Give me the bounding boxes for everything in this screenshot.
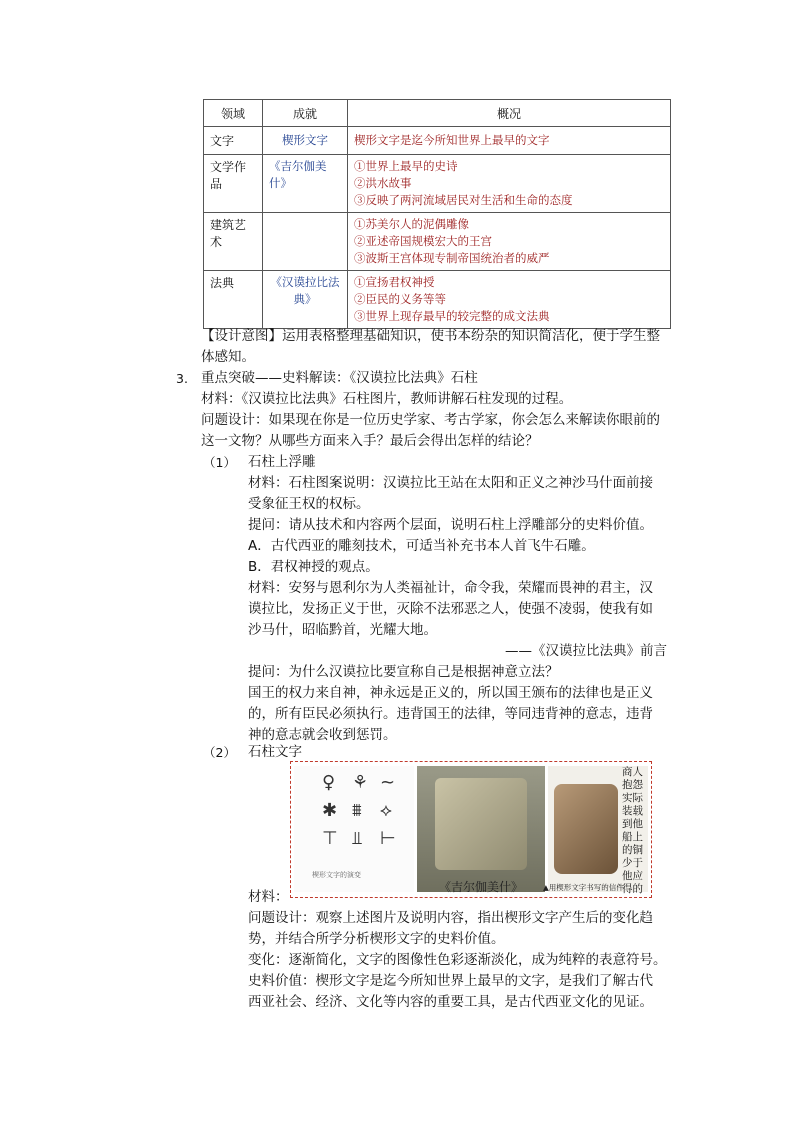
cuneiform-letter-image xyxy=(548,766,648,895)
section-number: 3. xyxy=(176,371,188,386)
pictograph-icon: ⚘ xyxy=(352,772,369,793)
cell-field: 法典 xyxy=(204,271,263,329)
section-title: 重点突破——史料解读：《汉谟拉比法典》石柱 xyxy=(201,370,478,386)
overview-line: ③世界上现存最早的较完整的成文法典 xyxy=(354,309,550,323)
paragraph: 材料： xyxy=(248,889,289,905)
image-caption: 楔形文字的演变 xyxy=(312,871,361,879)
subsection-title: 石柱上浮雕 xyxy=(248,454,316,470)
cell-overview xyxy=(348,271,671,329)
paragraph: 史料价值：楔形文字是迄今所知世界上最早的文字，是我们了解古代 xyxy=(248,973,653,989)
overview-line: 楔形文字是迄今所知世界上最早的文字 xyxy=(354,133,550,147)
table-row xyxy=(204,127,671,155)
cell-field: 文学作品 xyxy=(204,155,263,213)
paragraph: A．古代西亚的雕刻技术，可适当补充书本人首飞牛石雕。 xyxy=(248,538,595,554)
side-note: 商人抱怨实际装载到他船上的铜少于他应得的 xyxy=(622,766,643,895)
design-intent-cont: 体感知。 xyxy=(201,349,255,365)
paragraph: 材料：石柱图案说明：汉谟拉比王站在太阳和正义之神沙马什面前接 xyxy=(248,475,653,491)
paragraph: 这一文物？从哪些方面来入手？最后会得出怎样的结论？ xyxy=(201,433,539,449)
cell-field: 建筑艺术 xyxy=(204,213,263,271)
overview-line: ②亚述帝国规模宏大的王宫 xyxy=(354,234,492,248)
gilgamesh-tablet-image xyxy=(417,766,545,892)
cuneiform-icon: ⊤ xyxy=(322,828,338,849)
cuneiform-icon: ⩩ xyxy=(352,800,362,821)
cell-achievement: 楔形文字 xyxy=(263,127,348,155)
clay-tablet-shape xyxy=(435,778,527,870)
subsection-title: 石柱文字 xyxy=(248,744,302,760)
paragraph: 谟拉比，发扬正义于世，灭除不法邪恶之人，使强不凌弱，使我有如 xyxy=(248,601,653,617)
paragraph: 材料：《汉谟拉比法典》石柱图片，教师讲解石柱发现的过程。 xyxy=(201,391,573,407)
paragraph: 的，所有臣民必须执行。违背国王的法律，等同违背神的意志，违背 xyxy=(248,706,653,722)
paragraph: 提问：为什么汉谟拉比要宣称自己是根据神意立法？ xyxy=(248,664,559,680)
cell-achievement: 《吉尔伽美什》 xyxy=(263,155,348,213)
overview-line: ②洪水故事 xyxy=(354,176,412,190)
cuneiform-icon: ⫫ xyxy=(352,828,363,849)
cuneiform-evolution-image xyxy=(294,766,414,892)
cell-achievement xyxy=(263,213,348,271)
paragraph: 变化：逐渐简化，文字的图像性色彩逐渐淡化，成为纯粹的表意符号。 xyxy=(248,952,667,968)
cell-field: 文字 xyxy=(204,127,263,155)
paragraph: 西亚社会、经济、文化等内容的重要工具，是古代西亚文化的见证。 xyxy=(248,994,653,1010)
overview-line: ③波斯王宫体现专制帝国统治者的威严 xyxy=(354,251,550,265)
paragraph: 提问：请从技术和内容两个层面，说明石柱上浮雕部分的史料价值。 xyxy=(248,517,653,533)
gilgamesh-caption: 《吉尔伽美什》 xyxy=(439,880,524,894)
source-citation: ——《汉谟拉比法典》前言 xyxy=(505,643,667,659)
table-row xyxy=(204,213,671,271)
paragraph: 沙马什，昭临黔首，光耀大地。 xyxy=(248,622,437,638)
cuneiform-figure xyxy=(290,761,652,898)
header-overview: 概况 xyxy=(348,100,671,127)
paragraph: 问题设计：如果现在你是一位历史学家、考古学家，你会怎么来解读你眼前的 xyxy=(201,412,660,428)
paragraph: B．君权神授的观点。 xyxy=(248,559,379,575)
subsection-number: （2） xyxy=(203,745,236,760)
header-field: 领域 xyxy=(204,100,263,127)
table-row xyxy=(204,271,671,329)
cuneiform-icon: ⊢ xyxy=(380,828,396,849)
paragraph: 问题设计：观察上述图片及说明内容，指出楔形文字产生后的变化趋 xyxy=(248,910,653,926)
overview-line: ③反映了两河流域居民对生活和生命的态度 xyxy=(354,193,573,207)
pictograph-icon: ♀ xyxy=(322,772,336,793)
overview-line: ①世界上最早的史诗 xyxy=(354,159,458,173)
header-achievement: 成就 xyxy=(263,100,348,127)
cell-overview xyxy=(348,213,671,271)
clay-letter-shape xyxy=(554,784,618,874)
paragraph: 材料：安努与恩利尔为人类福祉计，命令我，荣耀而畏神的君主，汉 xyxy=(248,580,653,596)
overview-line: ②臣民的义务等等 xyxy=(354,292,446,306)
cell-overview xyxy=(348,127,671,155)
letter-caption: ▲用楔形文字书写的信件 xyxy=(543,883,624,892)
overview-line: ①宣扬君权神授 xyxy=(354,275,435,289)
cuneiform-icon: ⟡ xyxy=(380,800,392,821)
paragraph: 国王的权力来自神，神永远是正义的，所以国王颁布的法律也是正义 xyxy=(248,685,653,701)
cell-achievement: 《汉谟拉比法典》 xyxy=(263,271,348,329)
paragraph: 神的意志就会收到惩罚。 xyxy=(248,727,397,743)
design-intent: 【设计意图】运用表格整理基础知识，使书本纷杂的知识简洁化，便于学生整 xyxy=(201,328,660,344)
cell-overview xyxy=(348,155,671,213)
cuneiform-icon: ✱ xyxy=(322,800,338,821)
pictograph-icon: ~ xyxy=(380,772,396,793)
paragraph: 受象征王权的权标。 xyxy=(248,496,370,512)
achievements-table xyxy=(203,99,671,329)
overview-line: ①苏美尔人的泥偶雕像 xyxy=(354,217,469,231)
table-row xyxy=(204,155,671,213)
table-header-row xyxy=(204,100,671,127)
subsection-number: （1） xyxy=(203,455,236,470)
paragraph: 势，并结合所学分析楔形文字的史料价值。 xyxy=(248,931,505,947)
